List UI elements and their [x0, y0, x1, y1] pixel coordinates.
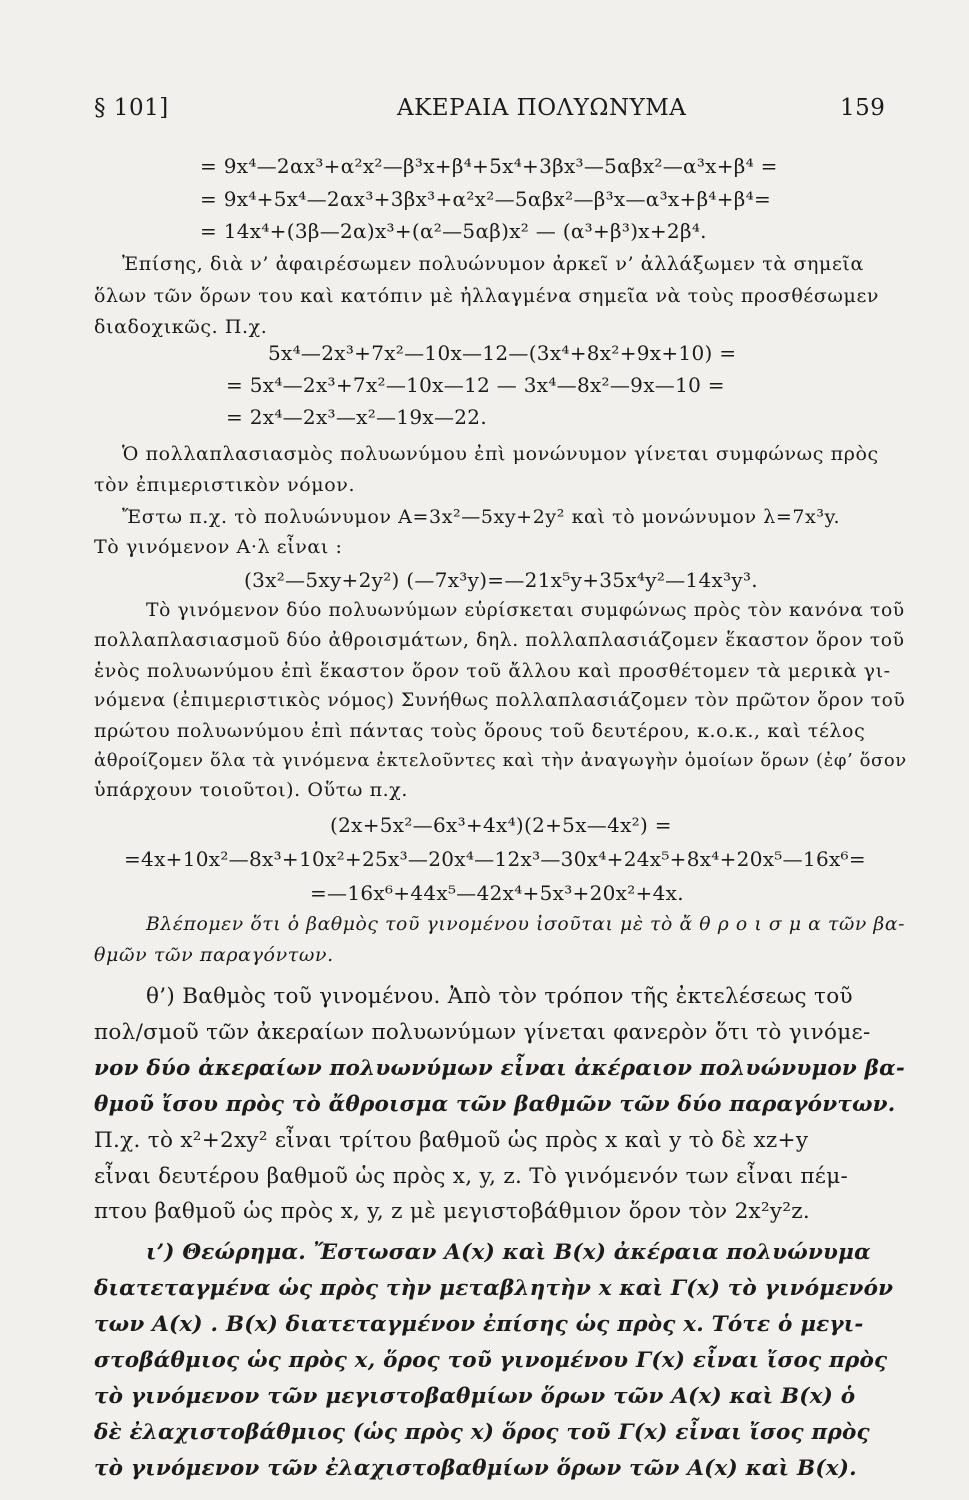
theorem-line: δὲ ἐλαχιστοβάθμιος (ὡς πρὸς x) ὅρος τοῦ Γ(x) εἶναι ἴσος πρὸς: [94, 1420, 870, 1445]
theorem-line: νον δύο ἀκεραίων πολυωνύμων εἶναι ἀκέραιον πολυώνυμον βα-: [94, 1056, 905, 1081]
text-line: πολ/σμοῦ τῶν ἀκεραίων πολυωνύμων γίνεται φανερὸν ὅτι τὸ γινόμε-: [94, 1020, 871, 1045]
equation-line: =—16x⁶+44x⁵—42x⁴+5x³+20x²+4x.: [310, 881, 684, 905]
text-line: πτου βαθμοῦ ὡς πρὸς x, y, z μὲ μεγιστοβάθμιον ὅρον τὸν 2x²y²z.: [94, 1199, 811, 1224]
equation-line: =4x+10x²—8x³+10x²+25x³—20x⁴—12x³—30x⁴+24x⁵+8x⁴+20x⁵—16x⁶=: [124, 847, 866, 871]
equation-line: = 9x⁴+5x⁴—2αx³+3βx³+α²x²—5αβx²—β³x—α³x+β⁴+β⁴=: [200, 187, 772, 211]
text-line: ἑνὸς πολυωνύμου ἐπὶ ἕκαστον ὅρον τοῦ ἄλλου καὶ προσθέτομεν τὰ μερικὰ γι-: [94, 660, 891, 682]
text-line: Π.χ. τὸ x²+2xy² εἶναι τρίτου βαθμοῦ ὡς πρὸς x καὶ y τὸ δὲ xz+y: [94, 1128, 809, 1153]
section-iota-heading: ι’) Θεώρημα. Ἔστωσαν A(x) καὶ B(x) ἀκέραια πολυώνυμα: [146, 1240, 871, 1265]
theorem-line: θμοῦ ἴσου πρὸς τὸ ἄθροισμα τῶν βαθμῶν τῶν δύο παραγόντων.: [94, 1092, 896, 1117]
text-line: διαδοχικῶς. Π.χ.: [94, 316, 268, 338]
text-line: εἶναι δευτέρου βαθμοῦ ὡς πρὸς x, y, z. Τὸ γινόμενόν των εἶναι πέμ-: [94, 1164, 849, 1189]
text-line: πρώτου πολυωνύμου ἐπὶ πάντας τοὺς ὅρους τοῦ δευτέρου, κ.ο.κ., καὶ τέλος: [94, 720, 866, 742]
text-line: νόμενα (ἐπιμεριστικὸς νόμος) Συνήθως πολλαπλασιάζομεν τὸν πρῶτον ὅρον τοῦ: [94, 690, 906, 711]
text-line: ὑπάρχουν τοιοῦτοι). Οὕτω π.χ.: [94, 779, 409, 801]
text-line: Βλέπομεν ὅτι ὁ βαθμὸς τοῦ γινομένου ἰσοῦται μὲ τὸ ἄ θ ρ ο ι σ μ α τῶν βα-: [146, 914, 906, 935]
equation-line: = 14x⁴+(3β—2α)x³+(α²—5αβ)x² — (α³+β³)x+2β⁴.: [200, 219, 707, 243]
equation-line: = 5x⁴—2x³+7x²—10x—12 — 3x⁴—8x²—9x—10 =: [226, 373, 725, 397]
text-line: ἀθροίζομεν ὅλα τὰ γινόμενα ἐκτελοῦντες καὶ τὴν ἀναγωγὴν ὁμοίων ὅρων (ἐφ’ ὅσον: [94, 750, 907, 771]
text-line: Τὸ γινόμενον A·λ εἶναι :: [94, 536, 343, 558]
equation-line: (3x²—5xy+2y²) (—7x³y)=—21x⁵y+35x⁴y²—14x³y³.: [244, 568, 758, 592]
text-line: τὸν ἐπιμεριστικὸν νόμον.: [94, 474, 356, 496]
text-line: Τὸ γινόμενον δύο πολυωνύμων εὑρίσκεται συμφώνως πρὸς τὸν κανόνα τοῦ: [146, 600, 905, 621]
equation-line: 5x⁴—2x³+7x²—10x—12—(3x⁴+8x²+9x+10) =: [268, 341, 737, 365]
theorem-line: στοβάθμιος ὡς πρὸς x, ὅρος τοῦ γινομένου Γ(x) εἶναι ἴσος πρὸς: [94, 1348, 888, 1373]
text-line: πολλαπλασιασμοῦ δύο ἀθροισμάτων, δηλ. πολλαπλασιάζομεν ἕκαστον ὅρον τοῦ: [94, 630, 905, 651]
text-line: Ὁ πολλαπλασιασμὸς πολυωνύμου ἐπὶ μονώνυμον γίνεται συμφώνως πρὸς: [122, 443, 879, 465]
section-number: § 101]: [94, 95, 169, 121]
running-title: ΑΚΕΡΑΙΑ ΠΟΛΥΩΝΥΜΑ: [397, 95, 687, 121]
theorem-line: τὸ γινόμενον τῶν μεγιστοβαθμίων ὅρων τῶν A(x) καὶ B(x) ὁ: [94, 1384, 856, 1409]
text-line: Ἔστω π.χ. τὸ πολυώνυμον A=3x²—5xy+2y² καὶ τὸ μονώνυμον λ=7x³y.: [122, 506, 841, 528]
equation-line: = 2x⁴—2x³—x²—19x—22.: [226, 405, 487, 429]
text-line: θμῶν τῶν παραγόντων.: [94, 944, 334, 966]
theorem-line: των A(x) . B(x) διατεταγμένον ἐπίσης ὡς πρὸς x. Τότε ὁ μεγι-: [94, 1312, 864, 1337]
equation-line: = 9x⁴—2αx³+α²x²—β³x+β⁴+5x⁴+3βx³—5αβx²—α³x+β⁴ =: [200, 154, 778, 178]
page-number: 159: [840, 95, 886, 121]
section-theta-heading: θ’) Βαθμὸς τοῦ γινομένου. Ἀπὸ τὸν τρόπον τῆς ἐκτελέσεως τοῦ: [146, 984, 853, 1009]
theorem-line: διατεταγμένα ὡς πρὸς τὴν μεταβλητὴν x καὶ Γ(x) τὸ γινόμενόν: [94, 1276, 894, 1301]
text-line: Ἐπίσης, διὰ ν’ ἀφαιρέσωμεν πολυώνυμον ἀρκεῖ ν’ ἀλλάξωμεν τὰ σημεῖα: [122, 253, 864, 275]
theorem-line: τὸ γινόμενον τῶν ἐλαχιστοβαθμίων ὅρων τῶν A(x) καὶ B(x).: [94, 1456, 857, 1481]
equation-line: (2x+5x²—6x³+4x⁴)(2+5x—4x²) =: [330, 813, 672, 837]
text-line: ὅλων τῶν ὅρων του καὶ κατόπιν μὲ ἠλλαγμένα σημεῖα νὰ τοὺς προσθέσωμεν: [94, 285, 880, 307]
